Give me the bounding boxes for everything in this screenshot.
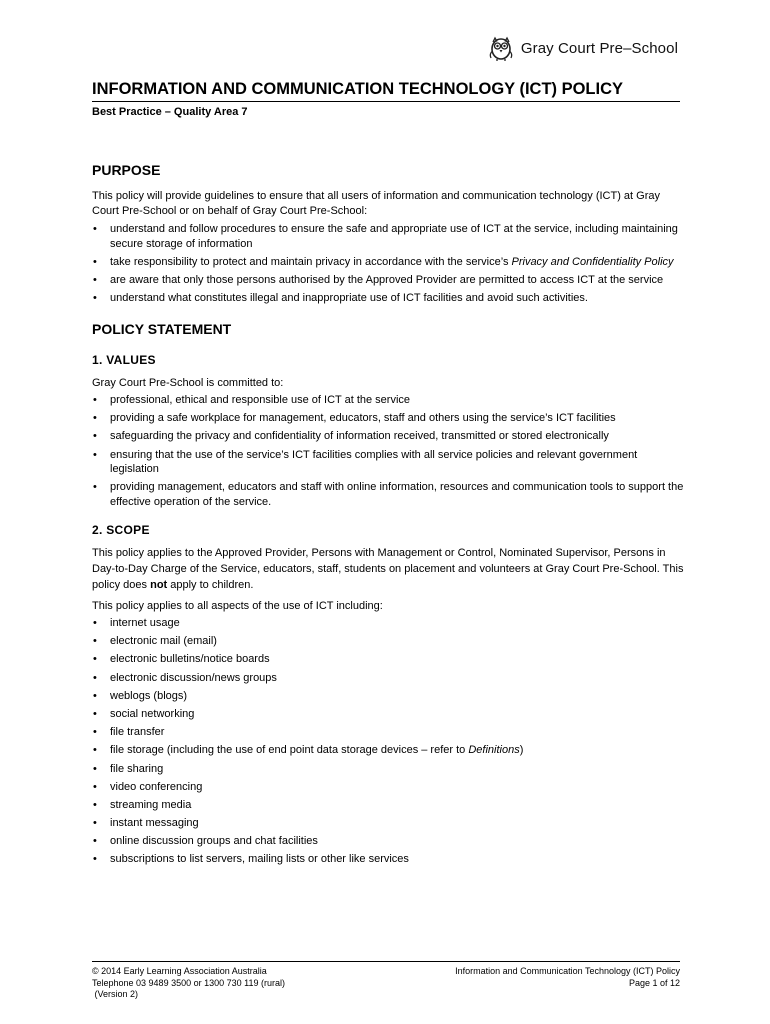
scope-emphasis: not: [150, 579, 168, 592]
document-body: [92, 162, 684, 871]
list-item: • are aware that only those persons authorised by the Approved Provider are permitted to access ICT at the service: [92, 273, 684, 288]
policy-statement-section: [92, 321, 684, 867]
list-item: • professional, ethical and responsible use of ICT at the service: [92, 393, 684, 408]
list-item: • weblogs (blogs): [92, 689, 684, 704]
purpose-section: [92, 162, 684, 306]
scope-heading: 2. SCOPE: [92, 523, 150, 538]
list-item-text-end: ): [519, 744, 524, 757]
list-item-text: take responsibility to protect and maintain privacy in accordance with the service’s: [110, 255, 512, 268]
list-item: • subscriptions to list servers, mailing lists or other like services: [92, 852, 684, 867]
list-item: • electronic bulletins/notice boards: [92, 652, 684, 667]
list-item: • electronic mail (email): [92, 634, 684, 649]
scope-text-end: apply to children.: [167, 579, 254, 592]
purpose-intro: This policy will provide guidelines to ensure that all users of information and communication technology (ICT) at Gray Court Pre-School or on behalf of Gray Court Pre-School:: [92, 190, 660, 217]
list-item: • online discussion groups and chat facilities: [92, 834, 684, 849]
owl-logo-icon: [486, 34, 516, 62]
footer-policy-name: Information and Communication Technology (ICT) Policy: [455, 966, 680, 976]
values-list: [92, 393, 684, 509]
list-item: • understand what constitutes illegal and inappropriate use of ICT facilities and avoid such activities.: [92, 291, 684, 306]
purpose-list: [92, 222, 684, 305]
scope-intro: This policy applies to all aspects of the use of ICT including:: [92, 600, 383, 613]
list-item: • video conferencing: [92, 780, 684, 795]
ict-usage-list: [92, 616, 684, 867]
list-item-text: file storage (including the use of end point data storage devices – refer to: [110, 744, 469, 757]
scope-text: This policy applies to the Approved Provider, Persons with Management or Control, Nominated Supervisor, Persons in Day-to-Day Charge of the Service, educators, staff, students on placement and volunteers at Gray Court Pre-School. This policy does: [92, 547, 684, 592]
list-item: • providing a safe workplace for management, educators, staff and others using the service’s ICT facilities: [92, 411, 684, 426]
values-intro: Gray Court Pre-School is committed to:: [92, 376, 284, 389]
policy-reference: Privacy and Confidentiality Policy: [511, 255, 674, 268]
document-subtitle: Best Practice – Quality Area 7: [92, 106, 248, 118]
school-logo: [486, 34, 678, 62]
values-heading: 1. VALUES: [92, 352, 156, 367]
policy-statement-heading: POLICY STATEMENT: [92, 320, 232, 337]
scope-paragraph: [92, 545, 684, 593]
footer-right: [455, 966, 680, 989]
document-title: INFORMATION AND COMMUNICATION TECHNOLOGY (ICT) POLICY: [92, 80, 680, 102]
list-item: • electronic discussion/news groups: [92, 671, 684, 686]
logo-text: Gray Court Pre–School: [520, 39, 678, 57]
footer-copyright: © 2014 Early Learning Association Australia: [92, 966, 267, 976]
definitions-reference: Definitions: [468, 744, 520, 757]
purpose-heading: PURPOSE: [92, 162, 161, 178]
list-item: • providing management, educators and staff with online information, resources and communication tools to support the effective operation of the service.: [92, 480, 684, 509]
list-item: • internet usage: [92, 616, 684, 631]
footer-left: [92, 966, 285, 1001]
footer-version: (Version 2): [92, 989, 139, 999]
page-footer: [92, 961, 680, 999]
list-item: • social networking: [92, 707, 684, 722]
list-item: • safeguarding the privacy and confidentiality of information received, transmitted or stored electronically: [92, 429, 684, 444]
list-item: • streaming media: [92, 798, 684, 813]
footer-telephone: Telephone 03 9489 3500 or 1300 730 119 (rural): [92, 977, 285, 988]
list-item: • ensuring that the use of the service’s ICT facilities complies with all service policies and relevant government legislation: [92, 448, 684, 477]
page-number: Page 1 of 12: [628, 977, 680, 988]
list-item: • file transfer: [92, 725, 684, 740]
list-item: • instant messaging: [92, 816, 684, 831]
list-item: • understand and follow procedures to ensure the safe and appropriate use of ICT at the service, including maintaining secure storage of information: [92, 222, 684, 251]
list-item: [92, 255, 684, 270]
list-item: [92, 743, 684, 758]
list-item: • file sharing: [92, 762, 684, 777]
